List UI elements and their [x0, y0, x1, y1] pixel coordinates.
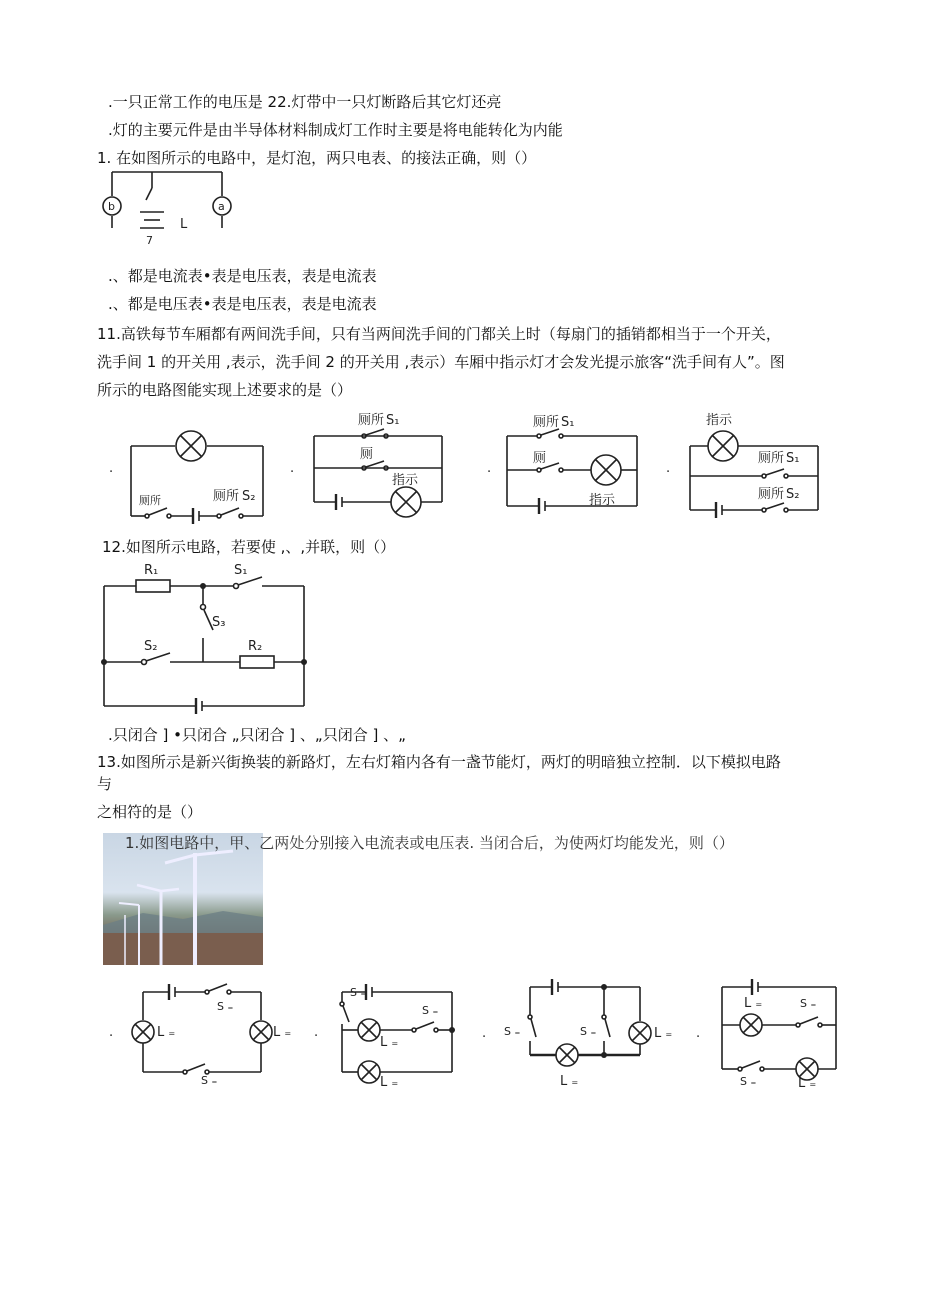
meter-a-label: a [218, 200, 225, 213]
switch-label: 厕所 [213, 489, 240, 504]
lamp-label: 指示 [589, 493, 616, 508]
switch-label: S₁ [386, 413, 400, 428]
option-mark: . [482, 1026, 487, 1041]
resistor-r2-icon [240, 656, 274, 668]
s1-label: S₁ [234, 563, 248, 578]
switch-label: S ₌ [740, 1075, 757, 1088]
switch-label: S ₌ [217, 1000, 234, 1013]
question-13-line-1: 13.如图所示是新兴街换装的新路灯，左右灯箱内各有一盏节能灯，两灯的明暗独立控制．以下模拟电路 [97, 753, 781, 771]
q11-option-d-circuit [664, 410, 839, 525]
s2-label: S₂ [144, 639, 158, 654]
option-mark: . [314, 1025, 319, 1040]
lamp-label: 指示 [392, 473, 419, 488]
r2-label: R₂ [248, 639, 263, 654]
switch-label: S₁ [561, 415, 575, 430]
question-11-line-3: 所示的电路图能实现上述要求的是（） [97, 381, 353, 399]
question-1: 1. 在如图所示的电路中，是灯泡，两只电表、的接法正确，则（） [97, 149, 537, 167]
option-mark: . [696, 1026, 701, 1041]
lamp-label: 指示 [706, 413, 733, 428]
lamp-label: L [180, 217, 188, 232]
q13-option-d-circuit [692, 975, 852, 1090]
q13-option-b-circuit [312, 980, 472, 1090]
lamp-label: L ₌ [273, 1025, 292, 1040]
option-mark: . [666, 461, 671, 476]
question-13-line-3: 之相符的是（） [97, 803, 203, 821]
meter-b-label: b [108, 200, 115, 213]
s3-label: S₃ [212, 615, 226, 630]
q11-option-c-circuit [485, 410, 660, 520]
overlay-question-1: 1.如图电路中，甲、乙两处分别接入电流表或电压表. 当闭合后，为使两灯均能发光，则（） [125, 834, 734, 852]
switch-label: S ₌ [580, 1025, 597, 1038]
lamp-label: L ₌ [380, 1035, 399, 1050]
q13-option-c-circuit [480, 975, 680, 1090]
q11-option-b-circuit [288, 410, 458, 525]
switch-label: S ₌ [350, 986, 367, 999]
lamp-label: L ₌ [798, 1076, 817, 1091]
q11-option-a-circuit [105, 420, 275, 530]
option-mark: . [109, 461, 114, 476]
option-text-2: .灯的主要元件是由半导体材料制成灯工作时主要是将电能转化为内能 [108, 121, 563, 139]
lamp-label: L ₌ [654, 1026, 673, 1041]
switch-label: S ₌ [422, 1004, 439, 1017]
switch-label: S ₌ [504, 1025, 521, 1038]
option-text-4: .、都是电压表•表是电压表，表是电流表 [108, 295, 377, 313]
switch-label: 厕所 [139, 494, 161, 507]
figure-q1-circuit [100, 170, 250, 250]
switch-label: S ₌ [201, 1074, 218, 1087]
switch-label: 厕所 [533, 415, 560, 430]
switch-label: 厕 [360, 447, 374, 462]
option-mark: . [109, 1025, 114, 1040]
switch-label: 厕所 [758, 451, 785, 466]
option-mark: . [487, 461, 492, 476]
question-12: 12.如图所示电路，若要使 ,、,并联，则（） [102, 538, 396, 556]
question-13-line-2: 与 [97, 775, 113, 793]
switch-label: 厕 [533, 451, 547, 466]
question-11-line-1: 11.高铁每节车厢都有两间洗手间，只有当两间洗手间的门都关上时（每扇门的插销都相当于一个开关， [97, 325, 781, 343]
resistor-r1-icon [136, 580, 170, 592]
options-q12: .只闭合 ] •只闭合 „只闭合 ] 、„只闭合 ] 、„ [108, 726, 406, 744]
figure-q12-circuit [100, 558, 310, 720]
lamp-label: L ₌ [380, 1075, 399, 1090]
r1-label: R₁ [144, 563, 159, 578]
switch-label: S₂ [242, 489, 256, 504]
option-text-3: .、都是电流表•表是电压表，表是电流表 [108, 267, 377, 285]
switch-label: S₂ [786, 487, 800, 502]
lamp-label: L ₌ [744, 996, 763, 1011]
question-11-line-2: 洗手间 1 的开关用 ,表示，洗手间 2 的开关用 ,表示）车厢中指示灯才会发光提示旅客“洗手间有人”。图 [97, 353, 785, 371]
option-mark: . [290, 461, 295, 476]
lamp-label: L ₌ [560, 1074, 579, 1089]
figure-note: 7 [146, 234, 153, 247]
switch-label: S ₌ [800, 997, 817, 1010]
lamp-label: L ₌ [157, 1025, 176, 1040]
q13-option-a-circuit [105, 980, 292, 1087]
switch-label: 厕所 [358, 413, 385, 428]
switch-label: 厕所 [758, 487, 785, 502]
switch-label: S₁ [786, 451, 800, 466]
option-text-1: .一只正常工作的电压是 22.灯带中一只灯断路后其它灯还亮 [108, 93, 502, 111]
